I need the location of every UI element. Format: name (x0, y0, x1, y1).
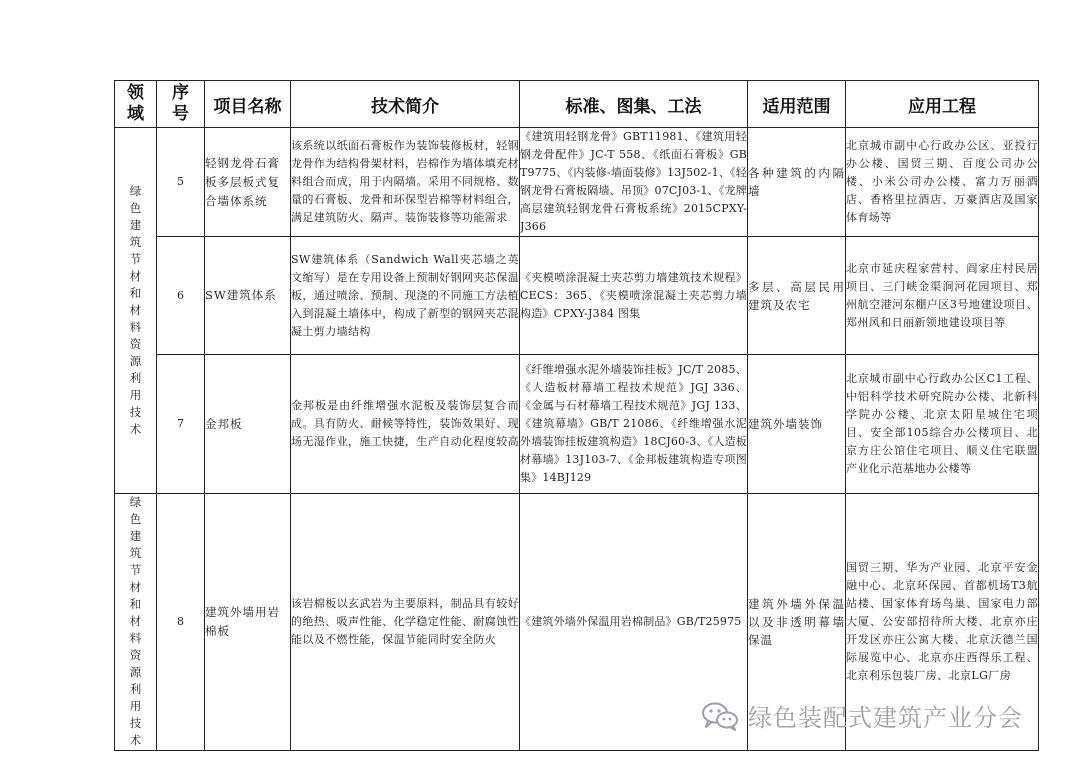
watermark (700, 698, 1023, 733)
standards-cell: 《建筑外墙外保温用岩棉制品》GB/T25975 (520, 494, 748, 751)
projects-cell: 北京市延庆程家营村、阎家庄村民居项目、三门峡金渠涧河花园项目、郑州航空港河东棚户区3号地建设项目、郑州风和日丽新领地建设项目等 (846, 237, 1039, 355)
watermark-text: 绿色装配式建筑产业分会 (748, 704, 1023, 732)
name-cell: SW建筑体系 (205, 237, 291, 355)
technology-table (114, 80, 1039, 751)
domain-cell: 绿色建筑节材和材料资源利用技术 (115, 494, 157, 751)
intro-cell: 该岩棉板以玄武岩为主要原料，制品具有较好的绝热、吸声性能、化学稳定性能、耐腐蚀性能以及不燃性能，保温节能同时安全防火 (291, 494, 520, 751)
scope-cell: 建筑外墙装饰 (748, 355, 846, 494)
header-seq: 序号 (157, 81, 205, 128)
projects-cell: 北京城市副中心行政办公区、亚投行办公楼、国贸三期、百度公司办公楼、小米公司办公楼、富力万丽酒店、香格里拉酒店、万豪酒店及国家体育场等 (846, 128, 1039, 237)
table-row (115, 355, 1039, 494)
standards-cell: 《建筑用轻钢龙骨》GBT11981、《建筑用轻钢龙骨配件》JC-T 558、《纸面石膏板》GB T9775、《内装修-墙面装修》13J502-1、《轻钢龙骨石膏板隔墙、吊顶》07CJ03-1、《龙牌高层建筑轻钢龙骨石膏板系统》2015CPXY-J366 (520, 128, 748, 237)
projects-cell: 国贸三期、华为产业园、北京平安金融中心、北京环保园、首都机场T3航站楼、国家体育场鸟巢、国家电力部大厦、公安部招待所大楼、北京亦庄开发区亦庄公寓大楼、北京沃德兰国际展览中心、北京亦庄西得乐工程、北京利乐包装厂房、北京LG厂房 (846, 494, 1039, 751)
domain-cell: 绿色建筑节材和材料资源利用技术 (115, 128, 157, 494)
scope-cell: 建筑外墙外保温以及非透明幕墙保温 (748, 494, 846, 751)
name-cell: 建筑外墙用岩棉板 (205, 494, 291, 751)
wechat-icon (700, 701, 740, 731)
standards-cell: 《纤维增强水泥外墙装饰挂板》JC/T 2085、《人造板材幕墙工程技术规范》JGJ 336、《金属与石材幕墙工程技术规范》JGJ 133、《建筑幕墙》GB/T 21086、《纤维增强水泥外墙装饰挂板建筑构造》18CJ60-3、《人造板材幕墙》13J103-7、《金邦板建筑构造专项图集》14BJ129 (520, 355, 748, 494)
table-row (115, 237, 1039, 355)
scope-cell: 多层、高层民用建筑及农宅 (748, 237, 846, 355)
table-row (115, 128, 1039, 237)
scope-cell: 各种建筑的内隔墙 (748, 128, 846, 237)
header-domain: 领域 (115, 81, 157, 128)
header-scope: 适用范围 (748, 81, 846, 128)
name-cell: 轻钢龙骨石膏板多层板式复合墙体系统 (205, 128, 291, 237)
seq-cell: 6 (157, 237, 205, 355)
seq-cell: 8 (157, 494, 205, 751)
standards-cell: 《夹模喷涂混凝土夹芯剪力墙建筑技术规程》CECS：365、《夹模喷涂混凝土夹芯剪力墙构造》CPXY-J384 图集 (520, 237, 748, 355)
header-standards: 标准、图集、工法 (520, 81, 748, 128)
intro-cell: 该系统以纸面石膏板作为装饰装修板材，轻钢龙骨作为结构骨架材料，岩棉作为墙体填充材料组合而成，用于内隔墙。采用不同规格、数量的石膏板、龙骨和环保型岩棉等材料组合，满足建筑防火、隔声、装饰装修等功能需求 (291, 128, 520, 237)
header-intro: 技术简介 (291, 81, 520, 128)
seq-cell: 5 (157, 128, 205, 237)
seq-cell: 7 (157, 355, 205, 494)
header-projects: 应用工程 (846, 81, 1039, 128)
intro-cell: 金邦板是由纤维增强水泥板及装饰层复合而成。具有防火、耐候等特性，装饰效果好、现场无湿作业，施工快捷，生产自动化程度较高 (291, 355, 520, 494)
header-name: 项目名称 (205, 81, 291, 128)
projects-cell: 北京城市副中心行政办公区C1工程、中铝科学技术研究院办公楼、北新科学院办公楼、北京太阳星城住宅项目、安全部105综合办公楼项目、北京方庄公馆住宅项目、顺义住宅联盟产业化示范基地办公楼等 (846, 355, 1039, 494)
name-cell: 金邦板 (205, 355, 291, 494)
header-row (115, 81, 1039, 128)
intro-cell: SW建筑体系（Sandwich Wall夹芯墙之英文缩写）是在专用设备上预制好钢网夹芯保温板，通过喷涂、预制、现浇的不同施工方法植入到混凝土墙体中，构成了新型的钢网夹芯混凝土剪力墙结构 (291, 237, 520, 355)
